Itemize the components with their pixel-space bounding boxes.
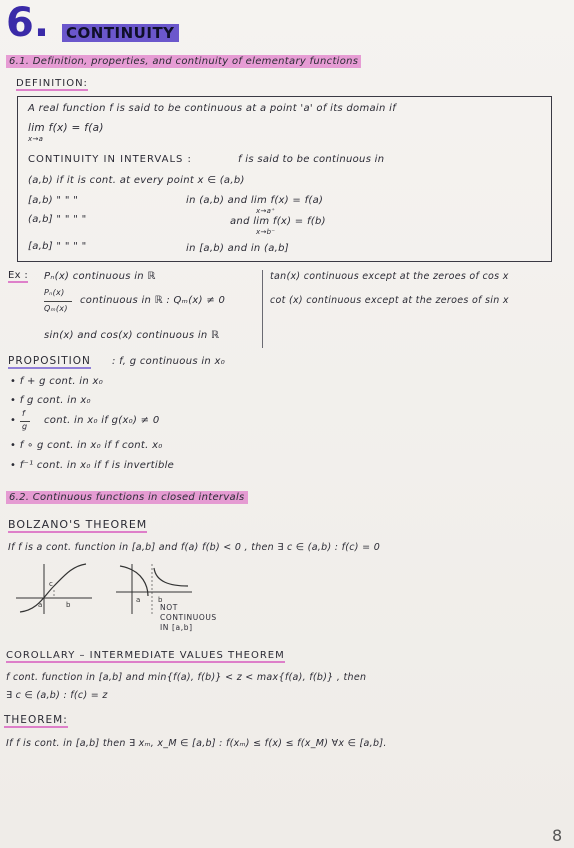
- example-2-numerator: Pₙ(x): [44, 288, 65, 297]
- bolzano-graph-continuous: [14, 560, 94, 616]
- proposition-item-4-text: f ∘ g cont. in x₀ if f cont. x₀: [19, 440, 163, 451]
- definition-limit: lim f(x) = f(a): [28, 122, 104, 134]
- graph2-curve-right: [154, 568, 188, 586]
- definition-heading-text: DEFINITION:: [16, 78, 88, 89]
- definition-line-1: A real function f is said to be continuous at a point 'a' of its domain if: [28, 103, 397, 114]
- example-1: Pₙ(x) continuous in ℝ: [44, 271, 156, 282]
- chapter-title: [62, 24, 179, 42]
- graph1-label-b: b: [66, 601, 71, 609]
- section-6-2-heading: [6, 492, 248, 503]
- theorem-heading-text: THEOREM:: [4, 714, 68, 726]
- note-line-1: NOT: [160, 603, 178, 612]
- bolzano-heading: [8, 518, 147, 531]
- graph2-label-b: b: [158, 596, 163, 604]
- proposition-item-5-text: f⁻¹ cont. in x₀ if f is invertible: [19, 460, 175, 471]
- note-line-3: IN [a,b]: [160, 623, 193, 632]
- note-line-2: CONTINUOUS: [160, 613, 217, 622]
- interval-row-2-right: in (a,b) and lim f(x) = f(a): [186, 195, 324, 206]
- graph1-label-c: c: [49, 580, 53, 588]
- discontinuous-note: [160, 603, 217, 633]
- proposition-item-2-text: f g cont. in x₀: [19, 395, 91, 406]
- example-2: continuous in ℝ : Qₘ(x) ≠ 0: [80, 295, 226, 306]
- proposition-item-3-text: cont. in x₀ if g(x₀) ≠ 0: [44, 415, 160, 426]
- example-2-denominator: Qₘ(x): [44, 304, 68, 313]
- bolzano-heading-text: BOLZANO'S THEOREM: [8, 518, 148, 531]
- interval-row-4-left: [a,b] " " " ": [28, 241, 87, 252]
- section-6-2-text: 6.2. Continuous functions in closed intervals: [6, 491, 248, 504]
- corollary-line-2: ∃ c ∈ (a,b) : f(c) = z: [6, 690, 108, 701]
- example-right-1: tan(x) continuous except at the zeroes of cos x: [270, 271, 509, 282]
- graph1-label-a: a: [38, 601, 43, 609]
- definition-limit-sub: x→a: [28, 135, 44, 143]
- proposition-heading-text: PROPOSITION: [8, 355, 91, 367]
- bolzano-statement: If f is a cont. function in [a,b] and f(a) f(b) < 0 , then ∃ c ∈ (a,b) : f(c) = 0: [8, 542, 381, 553]
- proposition-frac-num: f: [22, 409, 26, 418]
- section-6-1-heading: [6, 56, 361, 67]
- theorem-heading: [4, 714, 68, 726]
- example-3: sin(x) and cos(x) continuous in ℝ: [44, 330, 220, 341]
- corollary-heading: [6, 650, 285, 661]
- proposition-item-1: • f + g cont. in x₀: [10, 376, 104, 387]
- proposition-heading: [8, 355, 91, 367]
- interval-row-2-sub: x→a⁺: [256, 207, 276, 215]
- interval-row-3-right: and lim f(x) = f(b): [230, 216, 326, 227]
- section-6-1-text: 6.1. Definition, properties, and continuity of elementary functions: [6, 55, 361, 68]
- examples-label-text: Ex :: [8, 270, 28, 281]
- corollary-line-1: f cont. function in [a,b] and min{f(a), f(b)} < z < max{f(a), f(b)} , then: [6, 672, 367, 683]
- proposition-item-2: • f g cont. in x₀: [10, 395, 91, 406]
- examples-divider: [262, 270, 263, 348]
- proposition-item-3: •: [10, 415, 17, 426]
- graph1-curve: [20, 564, 86, 612]
- proposition-frac-den: g: [22, 422, 28, 431]
- continuity-intervals-text: f is said to be continuous in: [238, 154, 385, 165]
- chapter-title-text: CONTINUITY: [62, 24, 179, 42]
- example-right-2: cot (x) continuous except at the zeroes of sin x: [270, 295, 509, 306]
- interval-row-3-sub: x→b⁻: [256, 228, 276, 236]
- chapter-number: 6.: [6, 0, 50, 46]
- proposition-text: : f, g continuous in x₀: [112, 356, 226, 367]
- proposition-item-4: • f ∘ g cont. in x₀ if f cont. x₀: [10, 440, 163, 451]
- proposition-item-5: • f⁻¹ cont. in x₀ if f is invertible: [10, 460, 175, 471]
- proposition-item-1-text: f + g cont. in x₀: [19, 376, 104, 387]
- corollary-heading-text: COROLLARY – INTERMEDIATE VALUES THEOREM: [6, 650, 285, 661]
- page-number: 8: [552, 826, 563, 845]
- interval-row-1: (a,b) if it is cont. at every point x ∈ (a,b): [28, 175, 245, 186]
- examples-label: [8, 270, 28, 281]
- interval-row-4-right: in [a,b) and in (a,b]: [186, 243, 289, 254]
- definition-heading: [16, 78, 88, 89]
- interval-row-3-left: (a,b] " " " ": [28, 214, 87, 225]
- continuity-intervals-title: CONTINUITY IN INTERVALS :: [28, 154, 192, 165]
- theorem-statement: If f is cont. in [a,b] then ∃ xₘ, x_M ∈ [a,b] : f(xₘ) ≤ f(x) ≤ f(x_M) ∀x ∈ [a,b].: [6, 738, 387, 749]
- graph2-label-a: a: [136, 596, 141, 604]
- interval-row-2-left: [a,b) " " ": [28, 195, 79, 206]
- example-2-fraction-bar: [44, 301, 72, 302]
